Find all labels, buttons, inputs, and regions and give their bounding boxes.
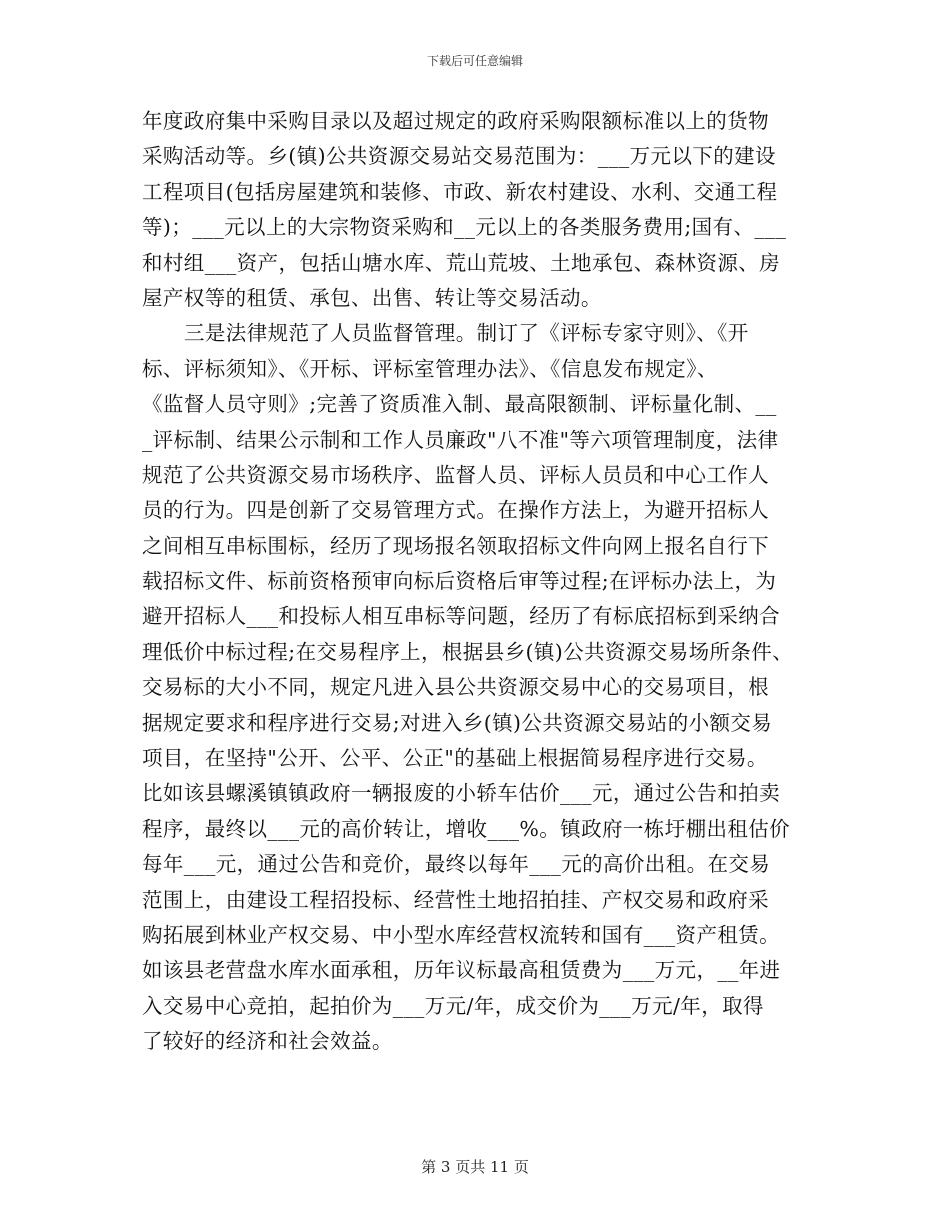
text-line: 工程项目(包括房屋建筑和装修、市政、新农村建设、水利、交通工程 <box>142 179 778 204</box>
paragraph-start-line: 三是法律规范了人员监督管理。制订了《评标专家守则》、《开 <box>184 321 749 346</box>
text-line: 购拓展到林业产权交易、中小型水库经营权流转和国有___资产租赁。 <box>142 922 781 947</box>
text-line: 规范了公共资源交易市场秩序、监督人员、评标人员员和中心工作人 <box>142 462 769 487</box>
text-line: 范围上，由建设工程招投标、经营性土地招拍挂、产权交易和政府采 <box>142 887 769 912</box>
text-line: 载招标文件、标前资格预审向标后资格后审等过程;在评标办法上，为 <box>142 569 777 594</box>
page-number-footer: 第 3 页共 11 页 <box>421 1158 529 1176</box>
page-header: 下载后可任意编辑 <box>426 54 523 68</box>
text-line: 入交易中心竞拍，起拍价为___万元/年，成交价为___万元/年，取得 <box>142 993 764 1018</box>
text-line: 屋产权等的租赁、承包、出售、转让等交易活动。 <box>142 285 602 310</box>
text-line: 员的行为。四是创新了交易管理方式。在操作方法上，为避开招标人 <box>142 498 769 523</box>
text-line: 《监督人员守则》;完善了资质准入制、最高限额制、评标量化制、__ <box>142 392 777 417</box>
text-line: 避开招标人___和投标人相互串标等问题，经历了有标底招标到采纳合 <box>142 604 781 629</box>
text-line: 每年___元，通过公告和竞价，最终以每年___元的高价出租。在交易 <box>142 852 771 877</box>
text-line: _评标制、结果公示制和工作人员廉政"八不准"等六项管理制度，法律 <box>142 427 779 452</box>
text-line: 年度政府集中采购目录以及超过规定的政府采购限额标准以上的货物 <box>142 109 769 133</box>
text-line: 理低价中标过程;在交易程序上，根据县乡(镇)公共资源交易场所条件、 <box>142 639 794 664</box>
text-line: 项目，在坚持"公开、公平、公正"的基础上根据简易程序进行交易。 <box>142 746 768 771</box>
text-line: 和村组___资产，包括山塘水库、荒山荒坡、土地承包、森林资源、房 <box>142 250 781 275</box>
text-line: 标、评标须知》、《开标、评标室管理办法》、《信息发布规定》、 <box>142 356 718 381</box>
text-line: 了较好的经济和社会效益。 <box>142 1029 393 1054</box>
text-line: 等)；___元以上的大宗物资采购和__元以上的各类服务费用;国有、___ <box>142 215 787 240</box>
text-line: 比如该县螺溪镇镇政府一辆报废的小轿车估价___元，通过公告和拍卖 <box>142 781 781 806</box>
text-line: 交易标的大小不同，规定凡进入县公共资源交易中心的交易项目，根 <box>142 675 769 700</box>
text-line: 据规定要求和程序进行交易;对进入乡(镇)公共资源交易站的小额交易 <box>142 710 773 735</box>
document-body <box>142 104 822 1060</box>
text-line: 如该县老营盘水库水面承租，历年议标最高租赁费为___万元，__年进 <box>142 958 781 983</box>
text-line: 采购活动等。乡(镇)公共资源交易站交易范围为：___万元以下的建设 <box>142 144 776 169</box>
text-line: 之间相互串标围标，经历了现场报名领取招标文件向网上报名自行下 <box>142 533 769 558</box>
text-line: 程序，最终以___元的高价转让，增收___%。镇政府一栋圩棚出租估价 <box>142 816 791 841</box>
